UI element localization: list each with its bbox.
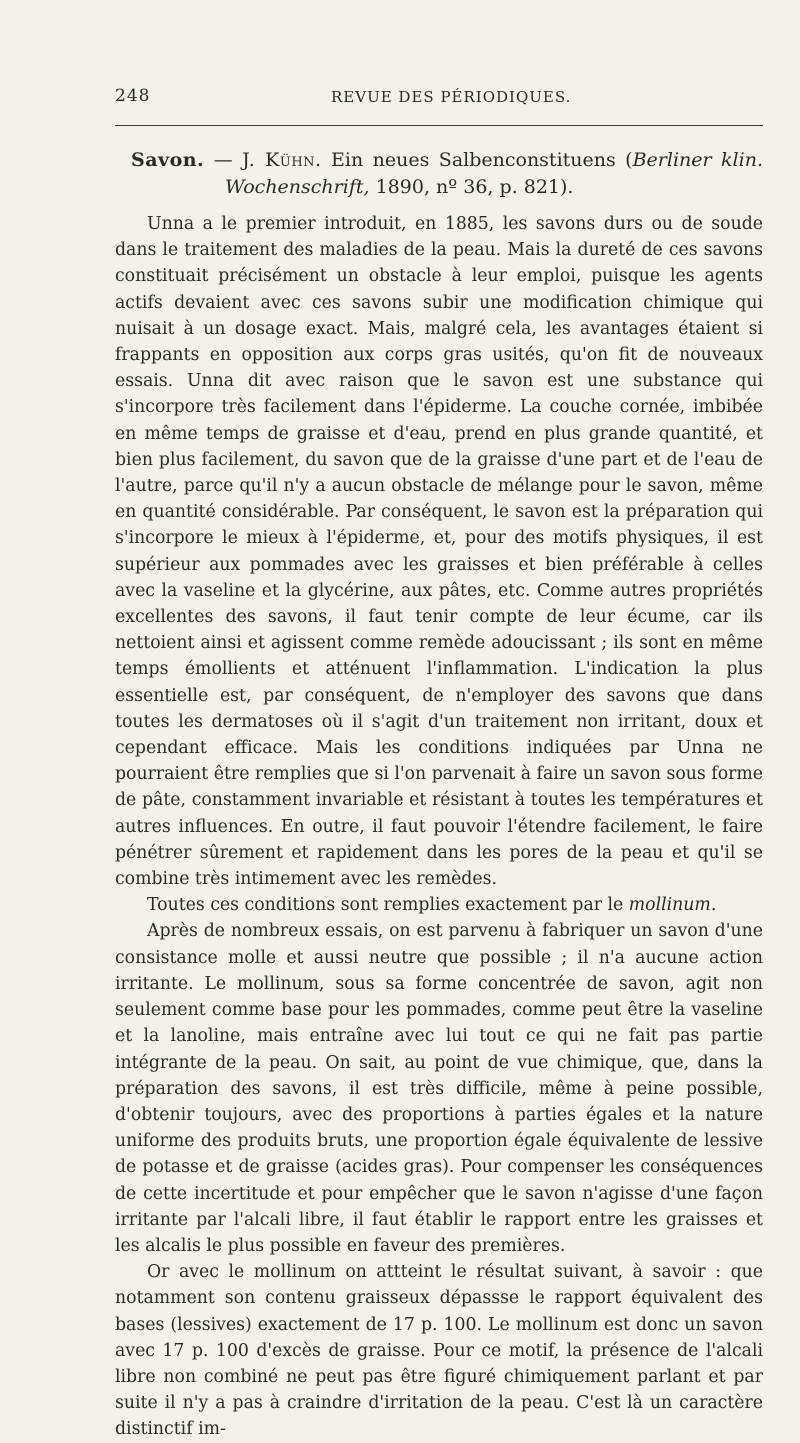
paragraph-4: Or avec le mollinum on attteint le résultat suivant, à savoir : que notamment son contenu graisseux dépassse le rapport équivalent des bases (lessives) exactement de 17 p. 100. Le mollinum est donc un savon avec 17 p. 100 d'excès de graisse. Pour ce motif, la présence de l'alcali libre non combiné ne peut pas être figuré chimiquement parlant et par suite il n'y a pas à craindre d'irritation de la peau. C'est là un caractère distinctif im- <box>115 1262 763 1440</box>
citation-journal: Berliner klin. Wochenschrift, <box>225 149 763 198</box>
paragraph-1: Unna a le premier introduit, en 1885, les savons durs ou de soude dans le traitement des maladies de la peau. Mais la dureté de ces savons constituait précisément un obstacle à leur emploi, puisque les agents actifs devaient avec ces savons subir une modification chimique qui nuisait à un dosage exact. Mais, malgré cela, les avantages étaient si frappants en opposition aux corps gras usités, qu'on fit de nouveaux essais. Unna dit avec raison que le savon est une substance qui s'incorpore très facilement dans l'épiderme. La couche cornée, imbibée en même temps de graisse et d'eau, prend en plus grande quantité, et bien plus facilement, du savon que de la graisse d'une part et de l'eau de l'autre, parce qu'il n'y a aucun obstacle de mélange pour le savon, même en quantité considérable. Par conséquent, le savon est la préparation qui s'incorpore le mieux à l'épiderme, et, pour des motifs physiques, il est supérieur aux pommades avec les graisses et bien préférable à celles avec la vaseline et la glycérine, aux pâtes, etc. Comme autres propriétés excellentes des savons, il faut tenir compte de leur écume, car ils nettoient ainsi et agissent comme remède adoucissant ; ils sont en même temps émollients et atténuent l'inflammation. L'indication la plus essentielle est, par conséquent, de n'employer des savons que dans toutes les dermatoses où il s'agit d'un traitement non irritant, doux et cependant efficace. Mais les conditions indiquées par Unna ne pourraient être remplies que si l'on parvenait à faire un savon sous forme de pâte, constamment invariable et résistant à toutes les températures et autres influences. En outre, il faut pouvoir l'étendre facilement, le faire pénétrer sûrement et rapidement dans les pores de la peau et qu'il se combine très intimement avec les remèdes. <box>115 214 763 890</box>
review-entry <box>115 147 763 1443</box>
paragraph-2 <box>115 892 763 918</box>
citation-author: J. Kühn. <box>242 149 322 171</box>
running-head: REVUE DES PÉRIODIQUES. <box>331 88 572 106</box>
page-number: 248 <box>115 86 151 106</box>
citation-subject: Savon. <box>131 149 205 171</box>
citation-title: Ein neues Salbenconstituens ( <box>321 149 633 171</box>
citation-dash: — <box>204 149 243 171</box>
header-rule <box>115 125 763 126</box>
paragraph-3: Après de nombreux essais, on est parvenu à fabriquer un savon d'une consistance molle et aussi neutre que possible ; il n'a aucune action irritante. Le mollinum, sous sa forme concentrée de savon, agit non seulement comme base pour les pommades, comme peut être la vaseline et la lanoline, mais entraîne avec lui tout ce qui ne fait pas partie intégrante de la peau. On sait, au point de vue chimique, que, dans la préparation des savons, il est très difficile, même à peine possible, d'obtenir toujours, avec des proportions à parties égales et la nature uniforme des produits bruts, une proportion égale équivalente de lessive de potasse et de graisse (acides gras). Pour compenser les conséquences de cette incertitude et pour empêcher que le savon n'agisse d'une façon irritante par l'alcali libre, il faut établir le rapport entre les graisses et les alcalis le plus possible en faveur des premières. <box>115 921 763 1256</box>
paragraph-2-emphasis: mollinum. <box>628 895 717 916</box>
page-header <box>115 86 763 112</box>
paragraph-2-text: Toutes ces conditions sont remplies exactement par le <box>147 895 629 916</box>
citation <box>131 147 763 201</box>
citation-details: 1890, nº 36, p. 821). <box>369 176 574 198</box>
